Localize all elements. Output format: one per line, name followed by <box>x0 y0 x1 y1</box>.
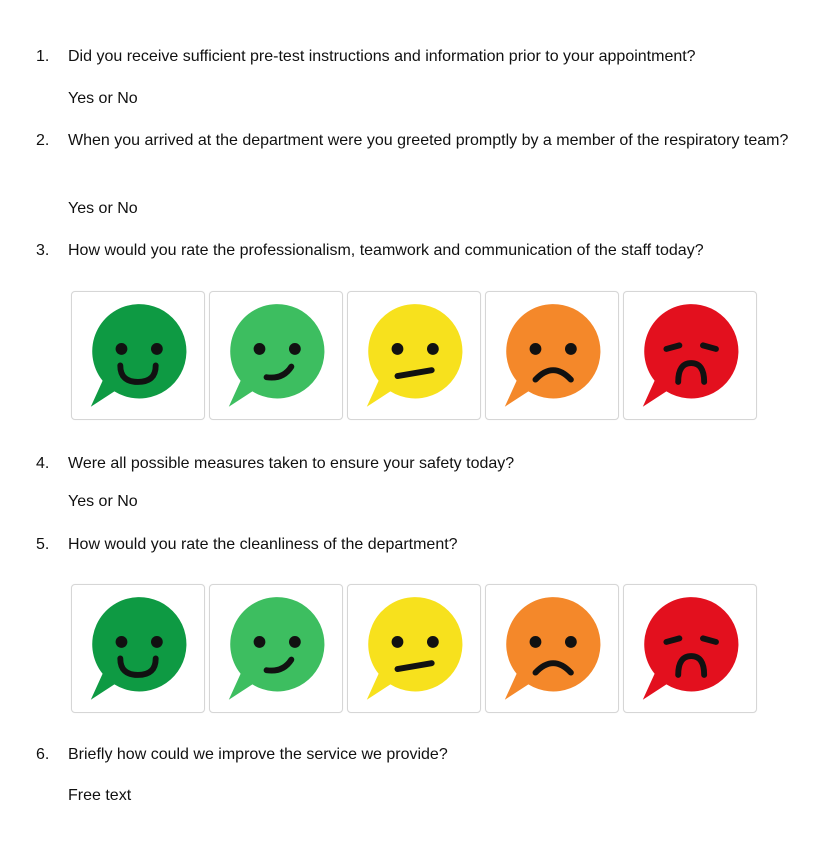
rating-option-very-happy[interactable] <box>71 584 205 713</box>
question-number: 4. <box>36 455 50 472</box>
rating-scale-q3 <box>71 291 761 422</box>
question-2 <box>36 128 806 153</box>
question-number: 1. <box>36 48 50 65</box>
question-1 <box>36 44 806 69</box>
very-happy-face-icon <box>79 297 197 415</box>
question-text: Were all possible measures taken to ensure your safety today? <box>68 455 515 472</box>
rating-option-neutral[interactable] <box>347 584 481 713</box>
rating-option-very-sad[interactable] <box>623 584 757 713</box>
question-text: How would you rate the cleanliness of the department? <box>68 536 458 553</box>
question-text: How would you rate the professionalism, teamwork and communication of the staff today? <box>68 242 704 259</box>
rating-option-happy[interactable] <box>209 584 343 713</box>
question-number: 2. <box>36 132 50 149</box>
answer-type: Yes or No <box>68 200 138 217</box>
very-sad-face-icon <box>631 590 749 708</box>
question-6 <box>36 742 806 767</box>
very-happy-face-icon <box>79 590 197 708</box>
neutral-face-icon <box>355 590 473 708</box>
happy-face-icon <box>217 590 335 708</box>
answer-type: Yes or No <box>68 90 138 107</box>
happy-face-icon <box>217 297 335 415</box>
rating-option-happy[interactable] <box>209 291 343 420</box>
question-4 <box>36 451 806 476</box>
question-number: 3. <box>36 242 50 259</box>
question-3 <box>36 238 806 263</box>
neutral-face-icon <box>355 297 473 415</box>
rating-option-sad[interactable] <box>485 291 619 420</box>
rating-scale-q5 <box>71 584 761 715</box>
answer-type: Free text <box>68 787 132 804</box>
question-number: 5. <box>36 536 50 553</box>
rating-option-very-sad[interactable] <box>623 291 757 420</box>
very-sad-face-icon <box>631 297 749 415</box>
sad-face-icon <box>493 297 611 415</box>
question-text: When you arrived at the department were you greeted promptly by a member of the respiratory team? <box>68 132 789 149</box>
rating-option-sad[interactable] <box>485 584 619 713</box>
question-5 <box>36 532 806 557</box>
rating-option-very-happy[interactable] <box>71 291 205 420</box>
question-text: Briefly how could we improve the service we provide? <box>68 746 448 763</box>
question-number: 6. <box>36 746 50 763</box>
sad-face-icon <box>493 590 611 708</box>
rating-option-neutral[interactable] <box>347 291 481 420</box>
question-text: Did you receive sufficient pre-test instructions and information prior to your appointment? <box>68 48 696 65</box>
answer-type: Yes or No <box>68 493 138 510</box>
